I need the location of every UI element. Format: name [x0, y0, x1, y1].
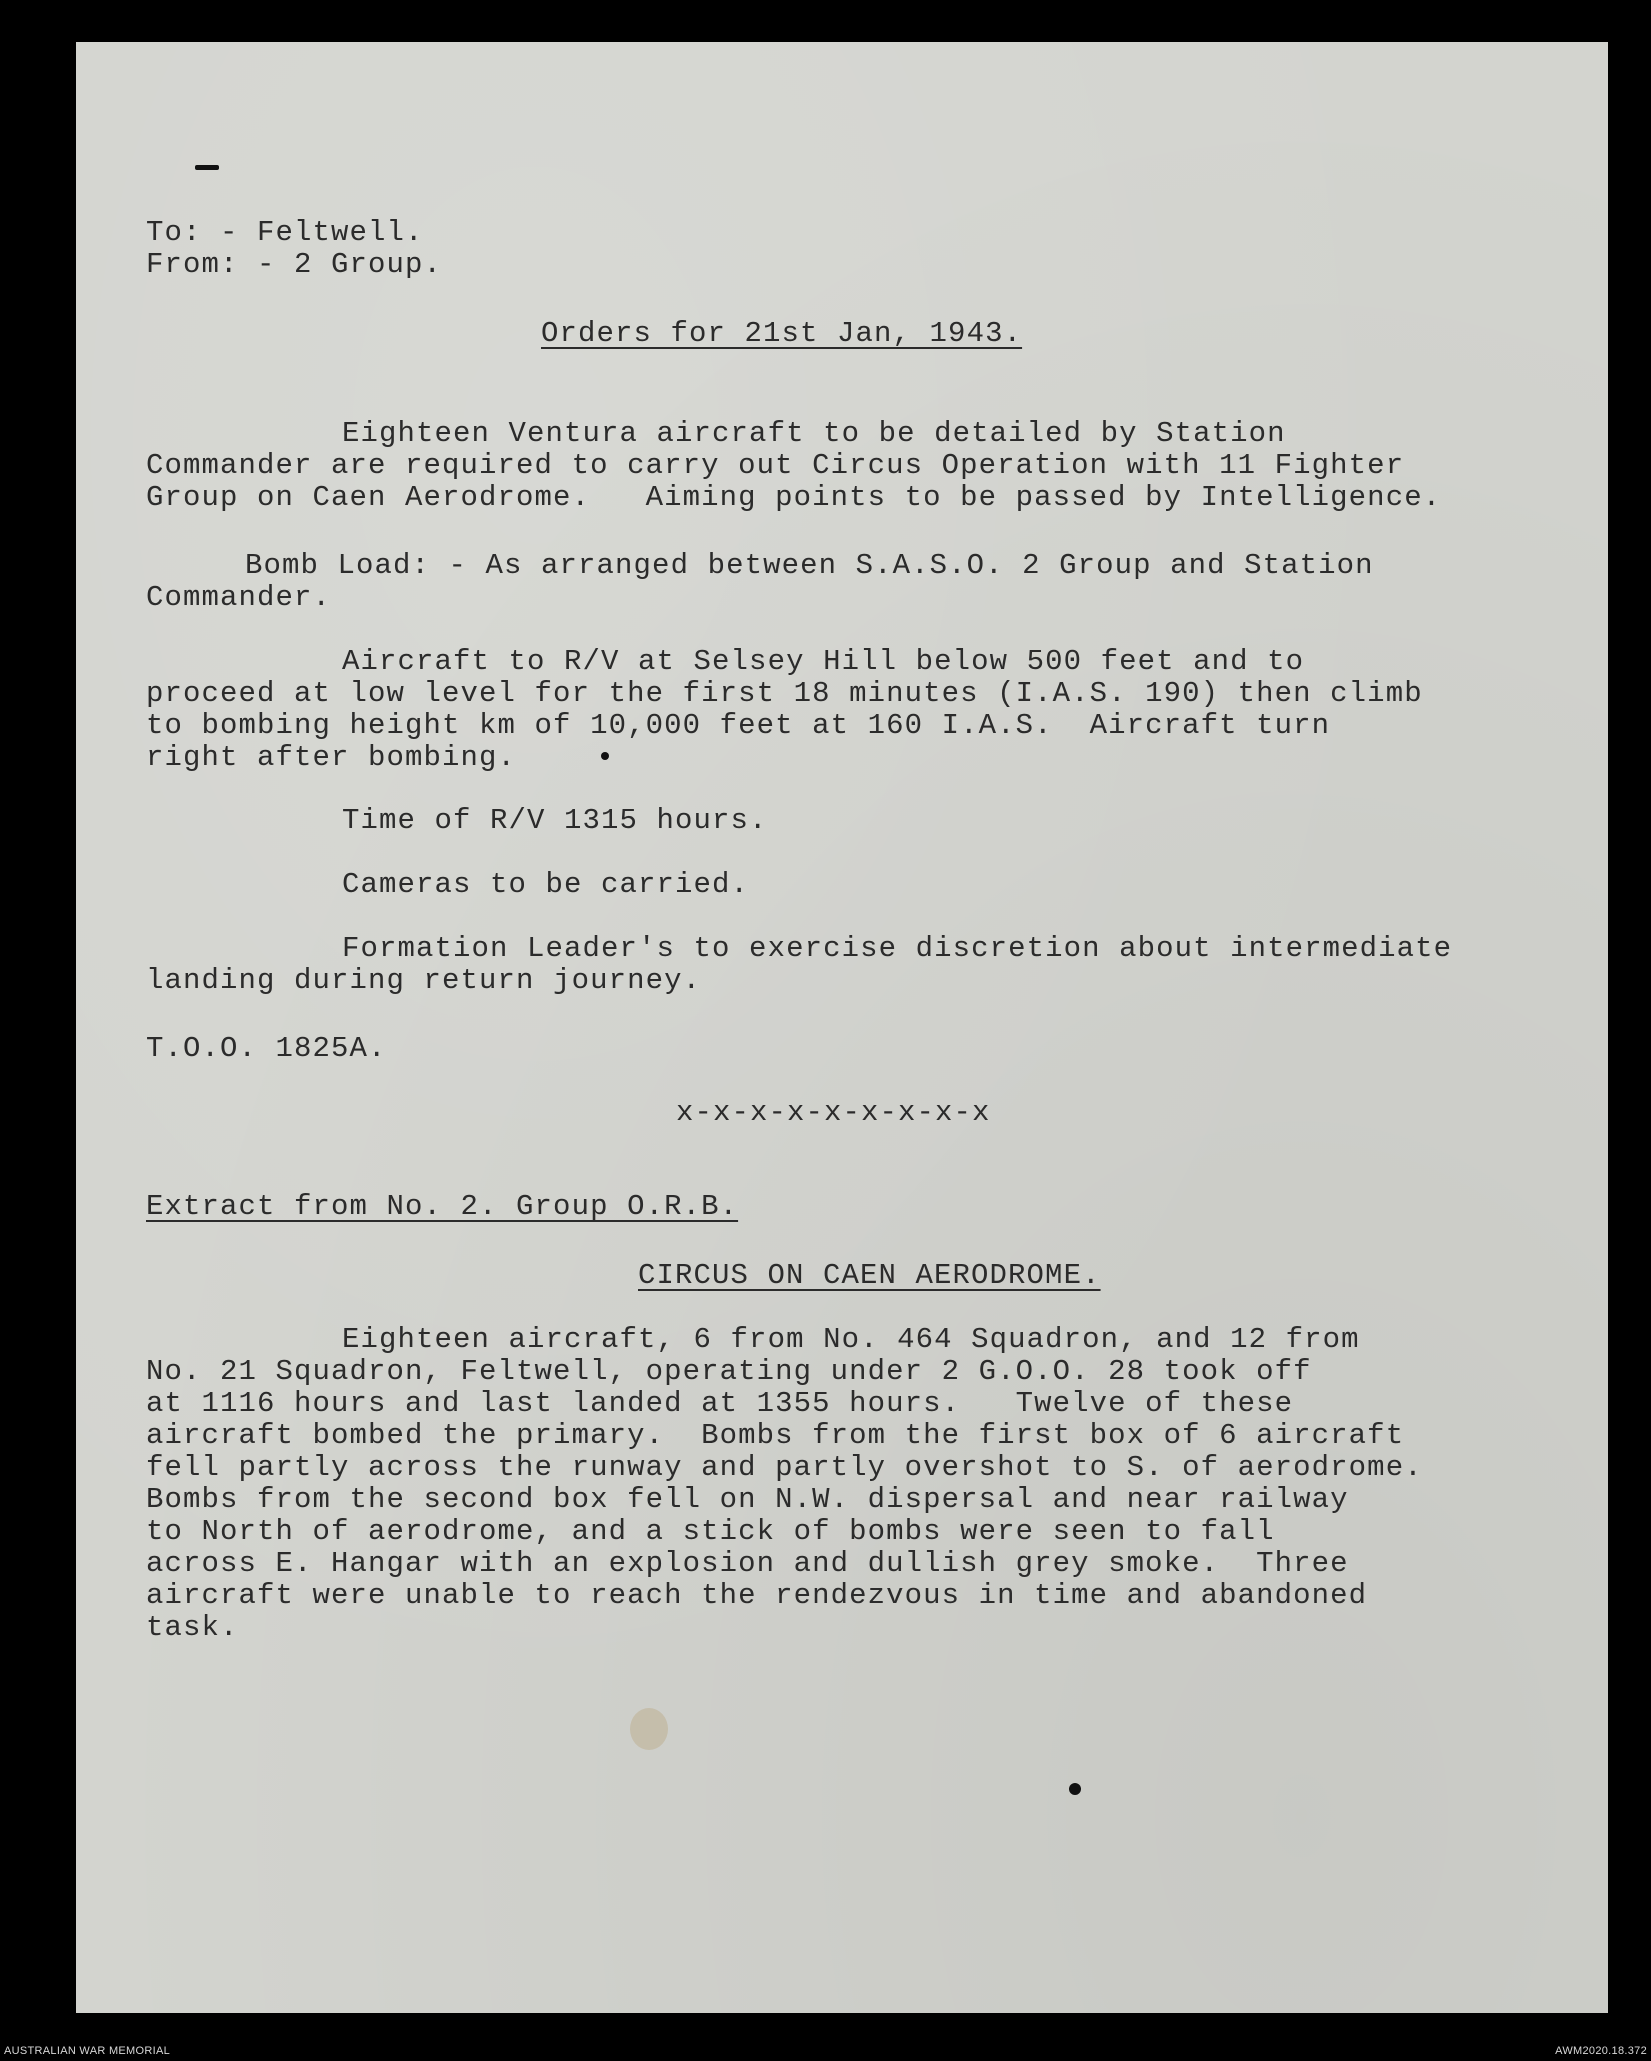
time-rv-line: Time of R/V 1315 hours.	[342, 804, 768, 837]
circus-heading: CIRCUS ON CAEN AERODROME.	[638, 1259, 1101, 1292]
ink-dot	[601, 752, 609, 760]
formation-line2: landing during return journey.	[146, 964, 702, 997]
too-line: T.O.O. 1825A.	[146, 1032, 387, 1065]
paragraph1-line3: Group on Caen Aerodrome. Aiming points to be passed by Intelligence.	[146, 481, 1442, 514]
formation-line1: Formation Leader's to exercise discretion about intermediate	[342, 932, 1453, 965]
extract-line9: aircraft were unable to reach the rendezvous in time and abandoned	[146, 1579, 1368, 1612]
extract-line8: across E. Hangar with an explosion and dullish grey smoke. Three	[146, 1547, 1349, 1580]
cameras-line: Cameras to be carried.	[342, 868, 750, 901]
extract-line7: to North of aerodrome, and a stick of bombs were seen to fall	[146, 1515, 1275, 1548]
paragraph2-line4: right after bombing.	[146, 741, 517, 774]
separator: x-x-x-x-x-x-x-x-x	[676, 1096, 991, 1129]
extract-line1: Eighteen aircraft, 6 from No. 464 Squadron, and 12 from	[342, 1323, 1360, 1356]
footer-right: AWM2020.18.372	[1555, 2045, 1647, 2057]
from-line: From: - 2 Group.	[146, 248, 443, 281]
ink-mark	[195, 165, 219, 170]
paper-stain	[630, 1708, 668, 1750]
paragraph1-line2: Commander are required to carry out Circus Operation with 11 Fighter	[146, 449, 1405, 482]
to-line: To: - Feltwell.	[146, 216, 424, 249]
paragraph1-line1: Eighteen Ventura aircraft to be detailed by Station	[342, 417, 1286, 450]
bomb-load-line1: Bomb Load: - As arranged between S.A.S.O. 2 Group and Station	[245, 549, 1374, 582]
paragraph2-line3: to bombing height km of 10,000 feet at 160 I.A.S. Aircraft turn	[146, 709, 1331, 742]
extract-heading: Extract from No. 2. Group O.R.B.	[146, 1190, 739, 1223]
bomb-load-line2: Commander.	[146, 581, 332, 614]
extract-line10: task.	[146, 1611, 239, 1644]
extract-line2: No. 21 Squadron, Feltwell, operating under 2 G.O.O. 28 took off	[146, 1355, 1312, 1388]
footer-left: AUSTRALIAN WAR MEMORIAL	[4, 2045, 171, 2057]
ink-spot	[1069, 1783, 1081, 1795]
extract-line5: fell partly across the runway and partly overshot to S. of aerodrome.	[146, 1451, 1423, 1484]
orders-title: Orders for 21st Jan, 1943.	[541, 317, 1023, 350]
paragraph2-line2: proceed at low level for the first 18 minutes (I.A.S. 190) then climb	[146, 677, 1423, 710]
extract-line6: Bombs from the second box fell on N.W. dispersal and near railway	[146, 1483, 1349, 1516]
paragraph2-line1: Aircraft to R/V at Selsey Hill below 500 feet and to	[342, 645, 1305, 678]
extract-line3: at 1116 hours and last landed at 1355 hours. Twelve of these	[146, 1387, 1294, 1420]
extract-line4: aircraft bombed the primary. Bombs from the first box of 6 aircraft	[146, 1419, 1405, 1452]
